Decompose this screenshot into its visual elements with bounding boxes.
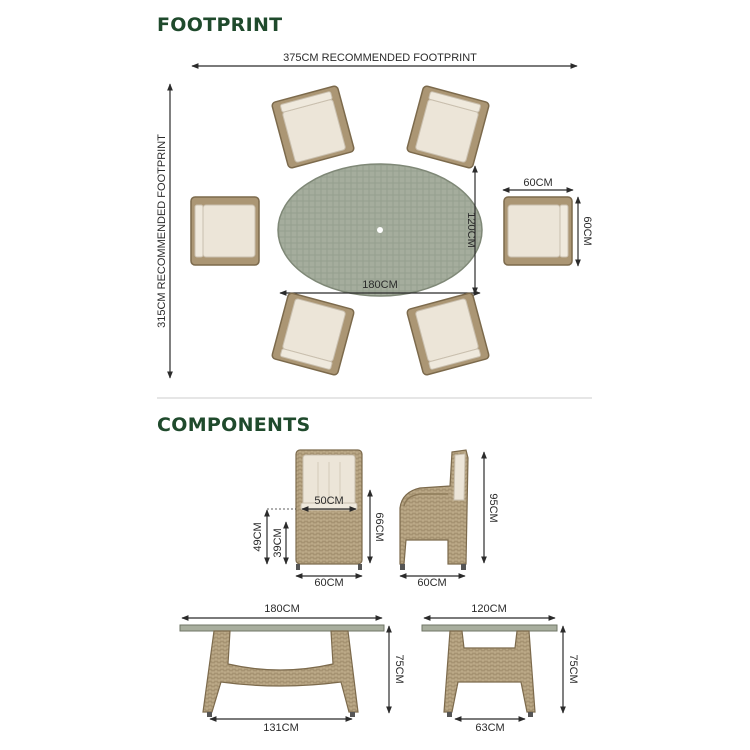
chair-side-depth-label: 60CM: [417, 577, 447, 589]
chair-width-dimension: [503, 177, 573, 190]
chair-seat-height-dimension: [272, 522, 286, 564]
chair-depth-label: 60CM: [581, 216, 593, 246]
table-short-width-label: 120CM: [471, 603, 507, 615]
footprint-depth-dimension: [156, 84, 170, 378]
table-long-height-label: 75CM: [393, 654, 405, 684]
components-heading: COMPONENTS: [157, 414, 311, 436]
chair-seat-height-label: 39CM: [272, 528, 284, 558]
chair-width-label: 60CM: [523, 177, 553, 189]
table-long-leg-span-dimension: [210, 719, 352, 734]
footprint-heading: FOOTPRINT: [157, 14, 283, 36]
chair-side-view: [400, 450, 468, 570]
chair-top-view: [191, 197, 259, 265]
table-length-label: 180CM: [362, 279, 398, 291]
table-short-height-dimension: [563, 626, 579, 713]
chair-overall-height-label: 66CM: [373, 512, 385, 542]
footprint-depth-label: 315CM RECOMMENDED FOOTPRINT: [156, 134, 168, 328]
table-length-dimension: [280, 279, 480, 293]
chair-arm-height-label: 49CM: [252, 522, 264, 552]
chair-back-height-label: 95CM: [487, 493, 499, 523]
table-width-label: 120CM: [465, 212, 477, 248]
parasol-hole: [377, 227, 383, 233]
table-long-leg-span-label: 131CM: [263, 722, 299, 734]
chair-top-view: [406, 85, 489, 168]
chair-overall-height-dimension: [370, 490, 385, 563]
chair-top-view: [271, 85, 354, 168]
table-long-side-view: [180, 625, 384, 717]
chair-top-view: [271, 292, 354, 375]
table-short-leg-span-label: 63CM: [475, 722, 505, 734]
chair-top-view: [504, 197, 572, 265]
chair-side-depth-dimension: [400, 576, 465, 589]
footprint-width-label: 375CM RECOMMENDED FOOTPRINT: [283, 52, 477, 64]
footprint-width-dimension: [192, 52, 577, 66]
chair-front-width-label: 60CM: [314, 577, 344, 589]
chair-seat-width-label: 50CM: [314, 495, 344, 507]
table-short-end-view: [422, 625, 557, 717]
table-long-length-label: 180CM: [264, 603, 300, 615]
chair-back-height-dimension: [484, 452, 499, 563]
table-short-height-label: 75CM: [567, 654, 579, 684]
table-long-height-dimension: [389, 626, 405, 713]
chair-top-view: [406, 292, 489, 375]
chair-front-width-dimension: [296, 576, 362, 589]
chair-front-view: [296, 450, 362, 570]
chair-depth-dimension: [578, 197, 593, 266]
table-width-dimension: [465, 166, 477, 294]
table-long-length-dimension: [182, 603, 382, 618]
oval-table-top: [278, 164, 482, 296]
table-short-width-dimension: [424, 603, 555, 618]
table-short-leg-span-dimension: [455, 719, 525, 734]
